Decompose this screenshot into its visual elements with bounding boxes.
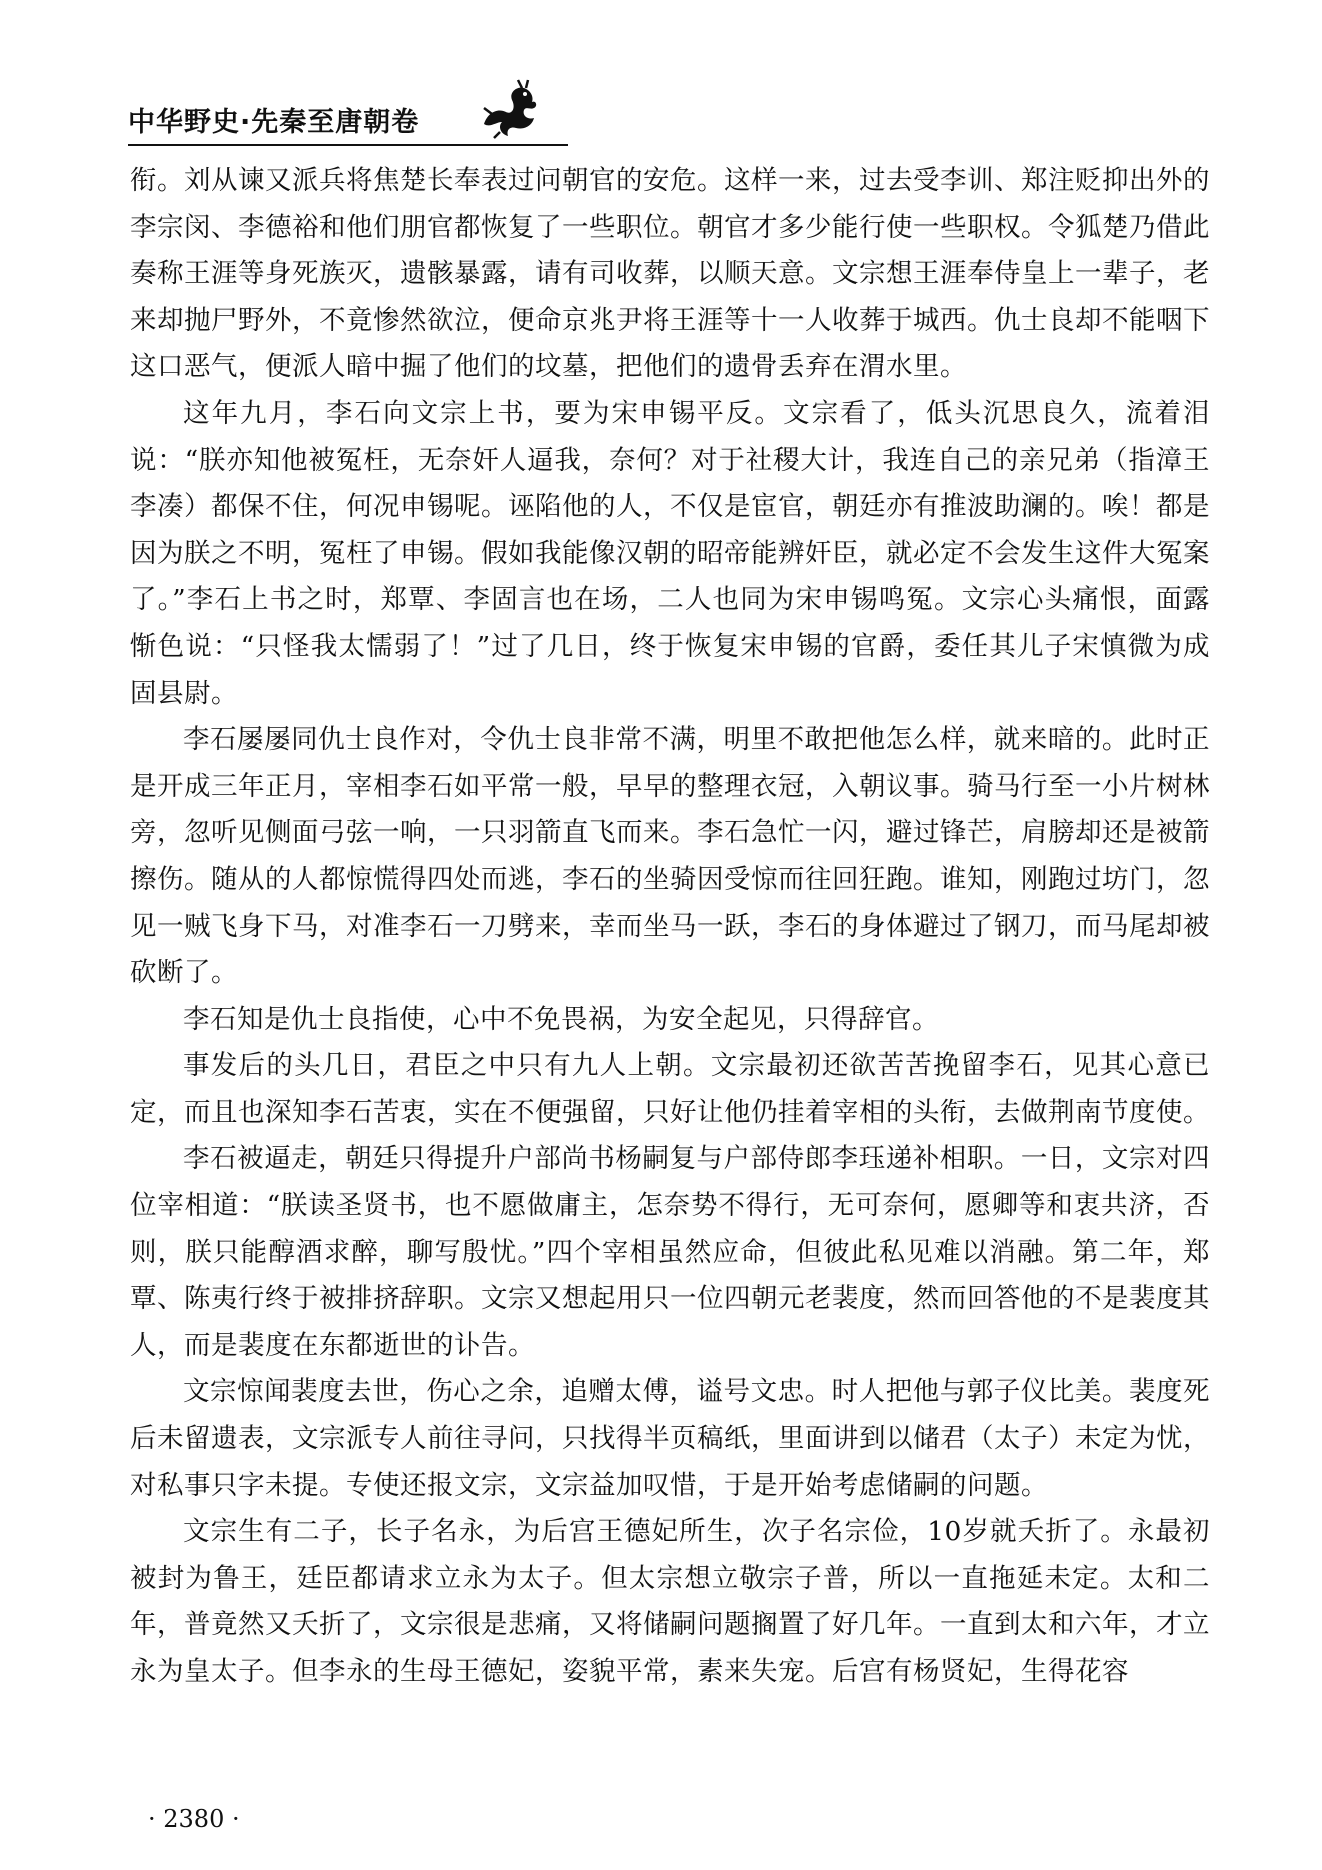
paragraph: 衔。刘从谏又派兵将焦楚长奉表过问朝官的安危。这样一来，过去受李训、郑注贬抑出外的李宗闵、李德裕和他们朋官都恢复了一些职位。朝官才多少能行使一些职权。令狐楚乃借此奏称王涯等身死族灭，遗骸暴露，请有司收葬，以顺天意。文宗想王涯奉侍皇上一辈子，老来却抛尸野外，不竟惨然欲泣，便命京兆尹将王涯等十一人收葬于城西。仇士良却不能咽下这口恶气，便派人暗中掘了他们的坟墓，把他们的遗骨丢弃在渭水里。	[130, 165, 1210, 383]
paragraph: 文宗生有二子，长子名永，为后宫王德妃所生，次子名宗俭，10岁就夭折了。永最初被封为鲁王，廷臣都请求立永为太子。但太宗想立敬宗子普，所以一直拖延未定。太和二年，普竟然又夭折了，文宗很是悲痛，又将储嗣问题搁置了好几年。一直到太和六年，才立永为皇太子。但李永的生母王德妃，姿貌平常，素来失宠。后宫有杨贤妃，生得花容	[130, 1516, 1210, 1687]
paragraph: 事发后的头几日，君臣之中只有九人上朝。文宗最初还欲苦苦挽留李石，见其心意已定，而且也深知李石苦衷，实在不便强留，只好让他仍挂着宰相的头衔，去做荆南节度使。	[130, 1050, 1210, 1128]
header-title: 中华野史·先秦至唐朝卷	[128, 107, 420, 138]
paragraph: 李石知是仇士良指使，心中不免畏祸，为安全起见，只得辞官。	[183, 1003, 939, 1035]
body-text	[130, 158, 1210, 1696]
paragraph: 这年九月，李石向文宗上书，要为宋申锡平反。文宗看了，低头沉思良久，流着泪说：“朕亦知他被冤枉，无奈奸人逼我，奈何？对于社稷大计，我连自己的亲兄弟（指漳王李凑）都保不住，何况申锡呢。诬陷他的人，不仅是宦官，朝廷亦有推波助澜的。唉！都是因为朕之不明，冤枉了申锡。假如我能像汉朝的昭帝能辨奸臣，就必定不会发生这件大冤案了。”李石上书之时，郑覃、李固言也在场，二人也同为宋申锡鸣冤。文宗心头痛恨，面露惭色说：“只怪我太懦弱了！”过了几日，终于恢复宋申锡的官爵，委任其儿子宋慎微为成固县尉。	[130, 397, 1210, 709]
paragraph: 李石屡屡同仇士良作对，令仇士良非常不满，明里不敢把他怎么样，就来暗的。此时正是开成三年正月，宰相李石如平常一般，早早的整理衣冠，入朝议事。骑马行至一小片树林旁，忽听见侧面弓弦一响，一只羽箭直飞而来。李石急忙一闪，避过锋芒，肩膀却还是被箭擦伤。随从的人都惊慌得四处而逃，李石的坐骑因受惊而往回狂跑。谁知，刚跑过坊门，忽见一贼飞身下马，对准李石一刀劈来，幸而坐马一跃，李石的身体避过了钢刀，而马尾却被砍断了。	[130, 724, 1210, 989]
paragraph: 李石被逼走，朝廷只得提升户部尚书杨嗣复与户部侍郎李珏递补相职。一日，文宗对四位宰相道：“朕读圣贤书，也不愿做庸主，怎奈势不得行，无可奈何，愿卿等和衷共济，否则，朕只能醇酒求醉，聊写殷忧。”四个宰相虽然应命，但彼此私见难以消融。第二年，郑覃、陈夷行终于被排挤辞职。文宗又想起用只一位四朝元老裴度，然而回答他的不是裴度其人，而是裴度在东都逝世的讣告。	[130, 1143, 1210, 1361]
page-number: · 2380 ·	[148, 1805, 240, 1833]
paragraph: 文宗惊闻裴度去世，伤心之余，追赠太傅，谥号文忠。时人把他与郭子仪比美。裴度死后未留遗表，文宗派专人前往寻问，只找得半页稿纸，里面讲到以储君（太子）未定为忧，对私事只字未提。专使还报文宗，文宗益加叹惜，于是开始考虑储嗣的问题。	[130, 1376, 1210, 1501]
header-rule	[128, 144, 568, 146]
dragon-icon	[478, 78, 540, 140]
running-header	[128, 78, 568, 144]
